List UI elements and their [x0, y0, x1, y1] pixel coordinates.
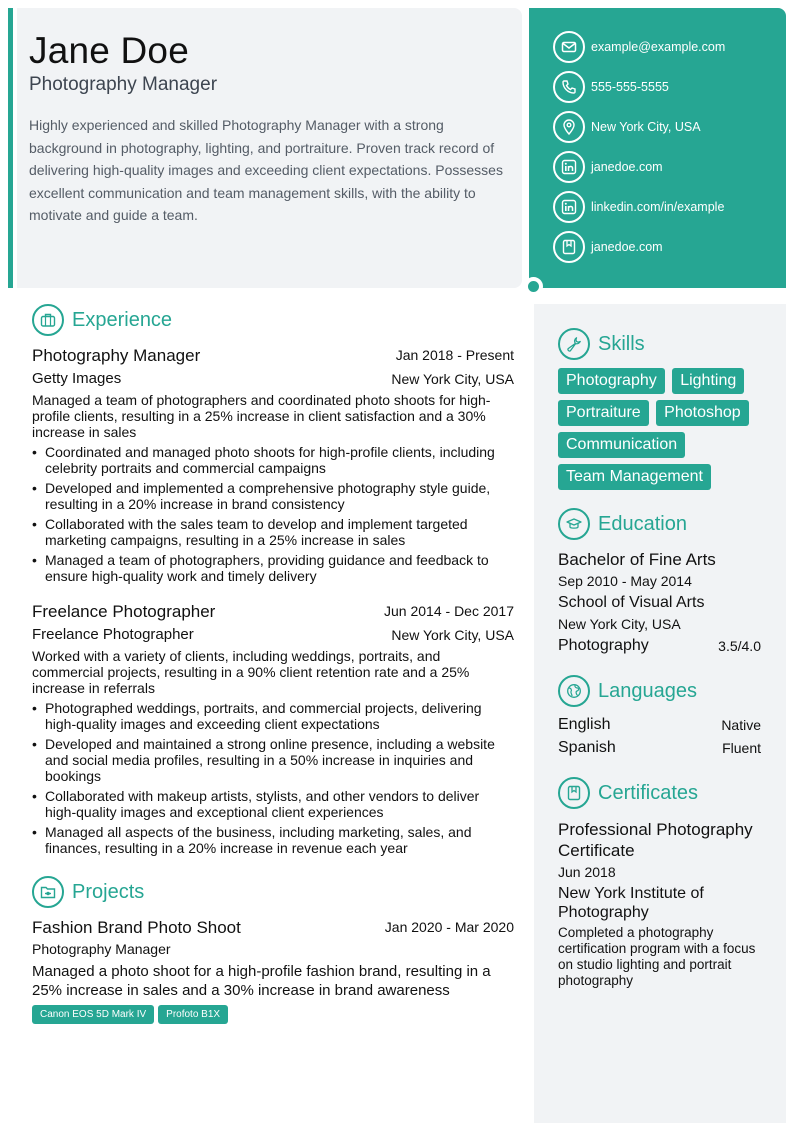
contact-website-text: janedoe.com	[591, 160, 663, 174]
language-level: Fluent	[722, 740, 761, 756]
certificates-section-header	[558, 777, 698, 809]
job-title: Photography Manager	[32, 346, 201, 365]
skill-tag: Lighting	[672, 368, 744, 394]
education-field: Photography	[558, 637, 649, 654]
globe-icon	[558, 675, 590, 707]
skills-section-header	[558, 328, 645, 360]
job-dates: Jan 2018 - Present	[395, 347, 514, 363]
linkedin-icon	[553, 151, 585, 183]
list-item: • Developed and implemented a comprehensive photography style guide, resulting in a 20% increase in brand consistency	[32, 480, 514, 512]
job-company: Freelance Photographer	[32, 626, 194, 643]
experience-heading: Experience	[72, 308, 173, 331]
education-school: School of Visual Arts	[558, 594, 705, 611]
list-item: • Managed a team of photographers, providing guidance and feedback to ensure high-quality work and timely delivery	[32, 552, 514, 584]
certificate-name: Professional Photography Certificate	[558, 820, 753, 860]
briefcase-icon	[32, 304, 64, 336]
list-item: • Collaborated with the sales team to develop and implement targeted marketing campaigns, resulting in a 25% increase in sales	[32, 516, 514, 548]
folder-icon	[32, 876, 64, 908]
list-item: • Photographed weddings, portraits, and commercial projects, delivering high-quality images and exceeding client expectations	[32, 700, 514, 732]
project-title: Fashion Brand Photo Shoot	[32, 918, 241, 937]
decorative-dot	[524, 277, 543, 296]
certificates-heading: Certificates	[598, 781, 699, 804]
education-location: New York City, USA	[558, 616, 681, 632]
candidate-title: Photography Manager	[29, 74, 218, 95]
skill-tag: Communication	[558, 432, 685, 458]
contact-phone-text: 555-555-5555	[591, 80, 669, 94]
languages-section-header	[558, 675, 697, 707]
contact-portfolio[interactable]	[553, 231, 663, 263]
education-heading: Education	[598, 512, 687, 535]
language-name: Spanish	[558, 739, 616, 756]
graduation-cap-icon	[558, 508, 590, 540]
phone-icon	[553, 71, 585, 103]
wrench-icon	[558, 328, 590, 360]
project-tag: Profoto B1X	[158, 1005, 228, 1024]
contact-email[interactable]	[553, 31, 725, 63]
skill-tag: Portraiture	[558, 400, 649, 426]
linkedin-icon	[553, 191, 585, 223]
contact-panel	[529, 8, 786, 288]
job-summary: Worked with a variety of clients, including weddings, portraits, and commercial projects, resulting in a 90% client retention rate and a 25% increase in referrals	[32, 648, 470, 696]
candidate-name: Jane Doe	[29, 30, 189, 71]
education-gpa: 3.5/4.0	[718, 638, 761, 654]
job-dates: Jun 2014 - Dec 2017	[384, 603, 514, 619]
skill-tag: Team Management	[558, 464, 711, 490]
language-name: English	[558, 716, 611, 733]
list-item: • Managed all aspects of the business, including marketing, sales, and finances, resulting in a 20% increase in revenue each year	[32, 824, 514, 856]
skill-tag: Photography	[558, 368, 665, 394]
contact-email-text: example@example.com	[591, 40, 726, 54]
project-tag: Canon EOS 5D Mark IV	[32, 1005, 154, 1024]
project-role: Photography Manager	[32, 941, 171, 957]
job-location: New York City, USA	[391, 627, 514, 643]
contact-location	[553, 111, 701, 143]
contact-linkedin[interactable]	[553, 191, 724, 223]
certificate-date: Jun 2018	[558, 864, 616, 880]
project-dates: Jan 2020 - Mar 2020	[384, 919, 514, 935]
contact-linkedin-text: linkedin.com/in/example	[591, 200, 725, 214]
contact-location-text: New York City, USA	[591, 120, 701, 134]
education-section-header	[558, 508, 687, 540]
certificate-description: Completed a photography certification program with a focus on studio lighting and portrait photography	[558, 925, 756, 988]
skills-list	[558, 368, 768, 496]
header-accent-bar	[8, 8, 13, 288]
contact-website[interactable]	[553, 151, 663, 183]
list-item: • Coordinated and managed photo shoots for high-profile clients, including celebrity portraits and commercial campaigns	[32, 444, 514, 476]
portfolio-icon	[553, 231, 585, 263]
contact-phone[interactable]	[553, 71, 669, 103]
job-title: Freelance Photographer	[32, 602, 216, 621]
projects-heading: Projects	[72, 880, 145, 903]
job-company: Getty Images	[32, 370, 122, 387]
job-location: New York City, USA	[391, 371, 514, 387]
list-item: • Developed and maintained a strong online presence, including a website and social media profiles, resulting in a 50% increase in inquiries and bookings	[32, 736, 514, 784]
certificate-icon	[558, 777, 590, 809]
certificate-issuer: New York Institute of Photography	[558, 885, 704, 921]
skill-tag: Photoshop	[656, 400, 749, 426]
location-pin-icon	[553, 111, 585, 143]
job-bullet-list	[32, 700, 514, 860]
list-item: • Collaborated with makeup artists, stylists, and other vendors to deliver high-quality images and exceptional client experiences	[32, 788, 514, 820]
contact-portfolio-text: janedoe.com	[591, 240, 663, 254]
experience-section-header	[32, 304, 172, 336]
project-description: Managed a photo shoot for a high-profile fashion brand, resulting in a 25% increase in sales and a 30% increase in brand awareness	[32, 963, 491, 999]
education-degree: Bachelor of Fine Arts	[558, 550, 716, 569]
skills-heading: Skills	[598, 332, 645, 355]
education-dates: Sep 2010 - May 2014	[558, 573, 692, 589]
job-bullet-list	[32, 444, 514, 588]
mail-icon	[553, 31, 585, 63]
project-tags	[32, 1004, 232, 1024]
resume-header	[17, 8, 522, 288]
job-summary: Managed a team of photographers and coordinated photo shoots for high-profile clients, resulting in a 25% increase in client satisfaction and a 30% increase in sales	[32, 392, 491, 440]
profile-summary: Highly experienced and skilled Photography Manager with a strong background in photography, lighting, and portraiture. Proven track record of delivering high-quality images and exceeding client expectations. Possesses excellent communication and team management skills, with the ability to motivate and guide a team.	[29, 117, 503, 224]
projects-section-header	[32, 876, 144, 908]
language-level: Native	[721, 717, 761, 733]
languages-heading: Languages	[598, 679, 697, 702]
